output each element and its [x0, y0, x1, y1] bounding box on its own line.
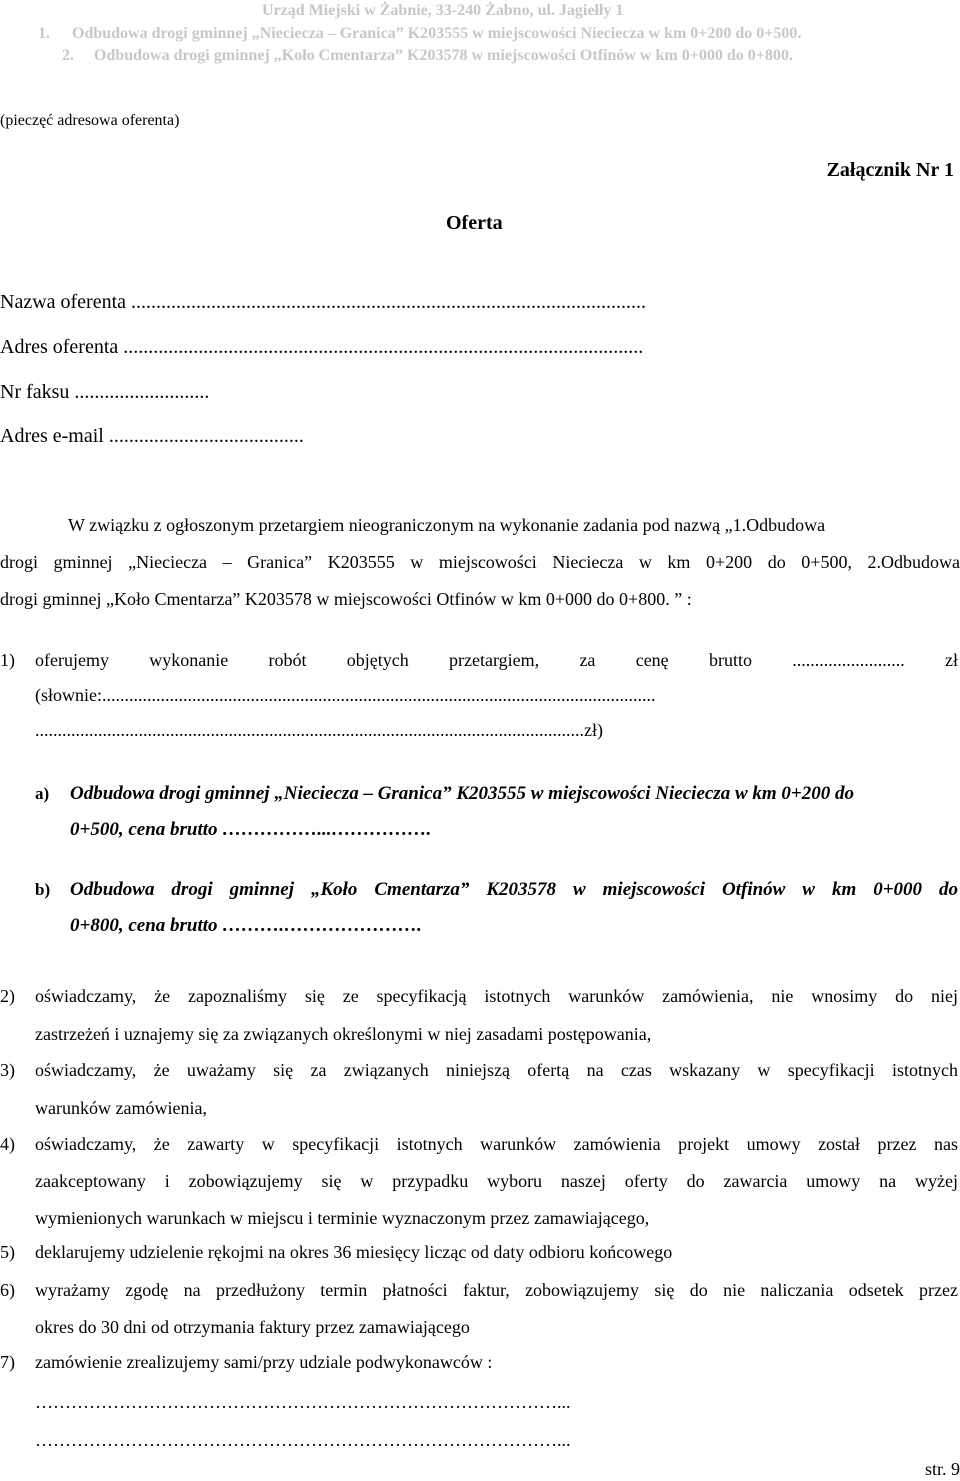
item-1-number: 1) — [0, 650, 15, 670]
item-4-line-1: oświadczamy, że zawarty w specyfikacji istotnych warunków zamówienia projekt umowy został przez nas — [35, 1134, 958, 1154]
intro-line-1: W związku z ogłoszonym przetargiem nieograniczonym na wykonanie zadania pod nazwą „1.Odbudowa — [68, 515, 826, 535]
item-1-in-words-cont: ..........................................................................................................................zł) — [35, 720, 603, 740]
header-task-1-text: Odbudowa drogi gminnej „Nieciecza – Granica” K203555 w miejscowości Nieciecza w km 0+200 do 0+500. — [72, 25, 802, 42]
item-1-in-words: (słownie:........................................................................................................................... — [35, 685, 656, 705]
item-1-price-line: oferujemy wykonanie robót objętych przetargiem, za cenę brutto ......................... zł — [35, 650, 958, 670]
header-task-2 — [62, 47, 793, 65]
item-4-line-2: zaakceptowany i zobowiązujemy się w przypadku wyboru naszej oferty do zawarcia umowy na wyżej — [35, 1171, 958, 1191]
subcontractor-line-2: ……………………………………………………………………………... — [35, 1430, 571, 1450]
item-7-number: 7) — [0, 1352, 15, 1372]
item-6-line-2: okres do 30 dni od otrzymania faktury przez zamawiającego — [35, 1317, 470, 1337]
fax-number-field: Nr faksu ........................... — [0, 381, 210, 403]
bidder-name-field: Nazwa oferenta ....................................................................................................... — [0, 291, 647, 313]
bidder-address-field: Adres oferenta ........................................................................................................ — [0, 336, 644, 358]
sub-b-line-2: 0+800, cena brutto ……….…………………. — [70, 915, 422, 936]
item-6-line-1: wyrażamy zgodę na przedłużony termin płatności faktur, zobowiązujemy się do nie naliczania odsetek przez — [35, 1280, 958, 1300]
sub-b-line-1: Odbudowa drogi gminnej „Koło Cmentarza” K203578 w miejscowości Otfinów w km 0+000 do — [70, 879, 958, 900]
sub-a-line-2: 0+500, cena brutto ……………...……………. — [70, 819, 432, 840]
sub-b-letter: b) — [35, 880, 51, 899]
attachment-label: Załącznik Nr 1 — [826, 159, 954, 181]
item-3-line-1: oświadczamy, że uważamy się za związanych niniejszą ofertą na czas wskazany w specyfikacji istotnych — [35, 1060, 958, 1080]
item-5-number: 5) — [0, 1242, 15, 1262]
header-office: Urząd Miejski w Żabnie, 33-240 Żabno, ul. Jagiełły 1 — [262, 2, 624, 19]
item-5-line-1: deklarujemy udzielenie rękojmi na okres 36 miesięcy licząc od daty odbioru końcowego — [35, 1242, 673, 1262]
page-number: str. 9 — [924, 1459, 960, 1479]
intro-line-2: drogi gminnej „Nieciecza – Granica” K203555 w miejscowości Nieciecza w km 0+200 do 0+500, 2.Odbudowa — [0, 552, 960, 572]
stamp-label: (pieczęć adresowa oferenta) — [0, 112, 180, 129]
item-2-line-2: zastrzeżeń i uznajemy się za związanych określonymi w niej zasadami postępowania, — [35, 1024, 652, 1044]
item-2-line-1: oświadczamy, że zapoznaliśmy się ze specyfikacją istotnych warunków zamówienia, nie wnosimy do niej — [35, 986, 958, 1006]
subcontractor-line-1: ……………………………………………………………………………... — [35, 1392, 571, 1412]
header-task-2-number: 2. — [62, 47, 74, 64]
item-3-line-2: warunków zamówienia, — [35, 1098, 207, 1118]
item-7-line-1: zamówienie zrealizujemy sami/przy udziale podwykonawców : — [35, 1352, 493, 1372]
item-4-number: 4) — [0, 1134, 15, 1154]
item-2-number: 2) — [0, 986, 15, 1006]
email-field: Adres e-mail ....................................... — [0, 425, 304, 447]
item-3-number: 3) — [0, 1060, 15, 1080]
item-6-number: 6) — [0, 1280, 15, 1300]
sub-a-letter: a) — [35, 784, 50, 803]
header-task-2-text: Odbudowa drogi gminnej „Koło Cmentarza” K203578 w miejscowości Otfinów w km 0+000 do 0+800. — [94, 47, 793, 64]
item-4-line-3: wymienionych warunkach w miejscu i terminie wyznaczonym przez zamawiającego, — [35, 1208, 650, 1228]
sub-a-line-1: Odbudowa drogi gminnej „Nieciecza – Granica” K203555 w miejscowości Nieciecza w km 0+200 do — [70, 783, 854, 804]
page-title: Oferta — [446, 212, 503, 234]
header-task-1 — [38, 25, 801, 43]
header-task-1-number: 1. — [38, 25, 50, 42]
intro-line-3: drogi gminnej „Koło Cmentarza” K203578 w miejscowości Otfinów w km 0+000 do 0+800. ” : — [0, 589, 692, 609]
